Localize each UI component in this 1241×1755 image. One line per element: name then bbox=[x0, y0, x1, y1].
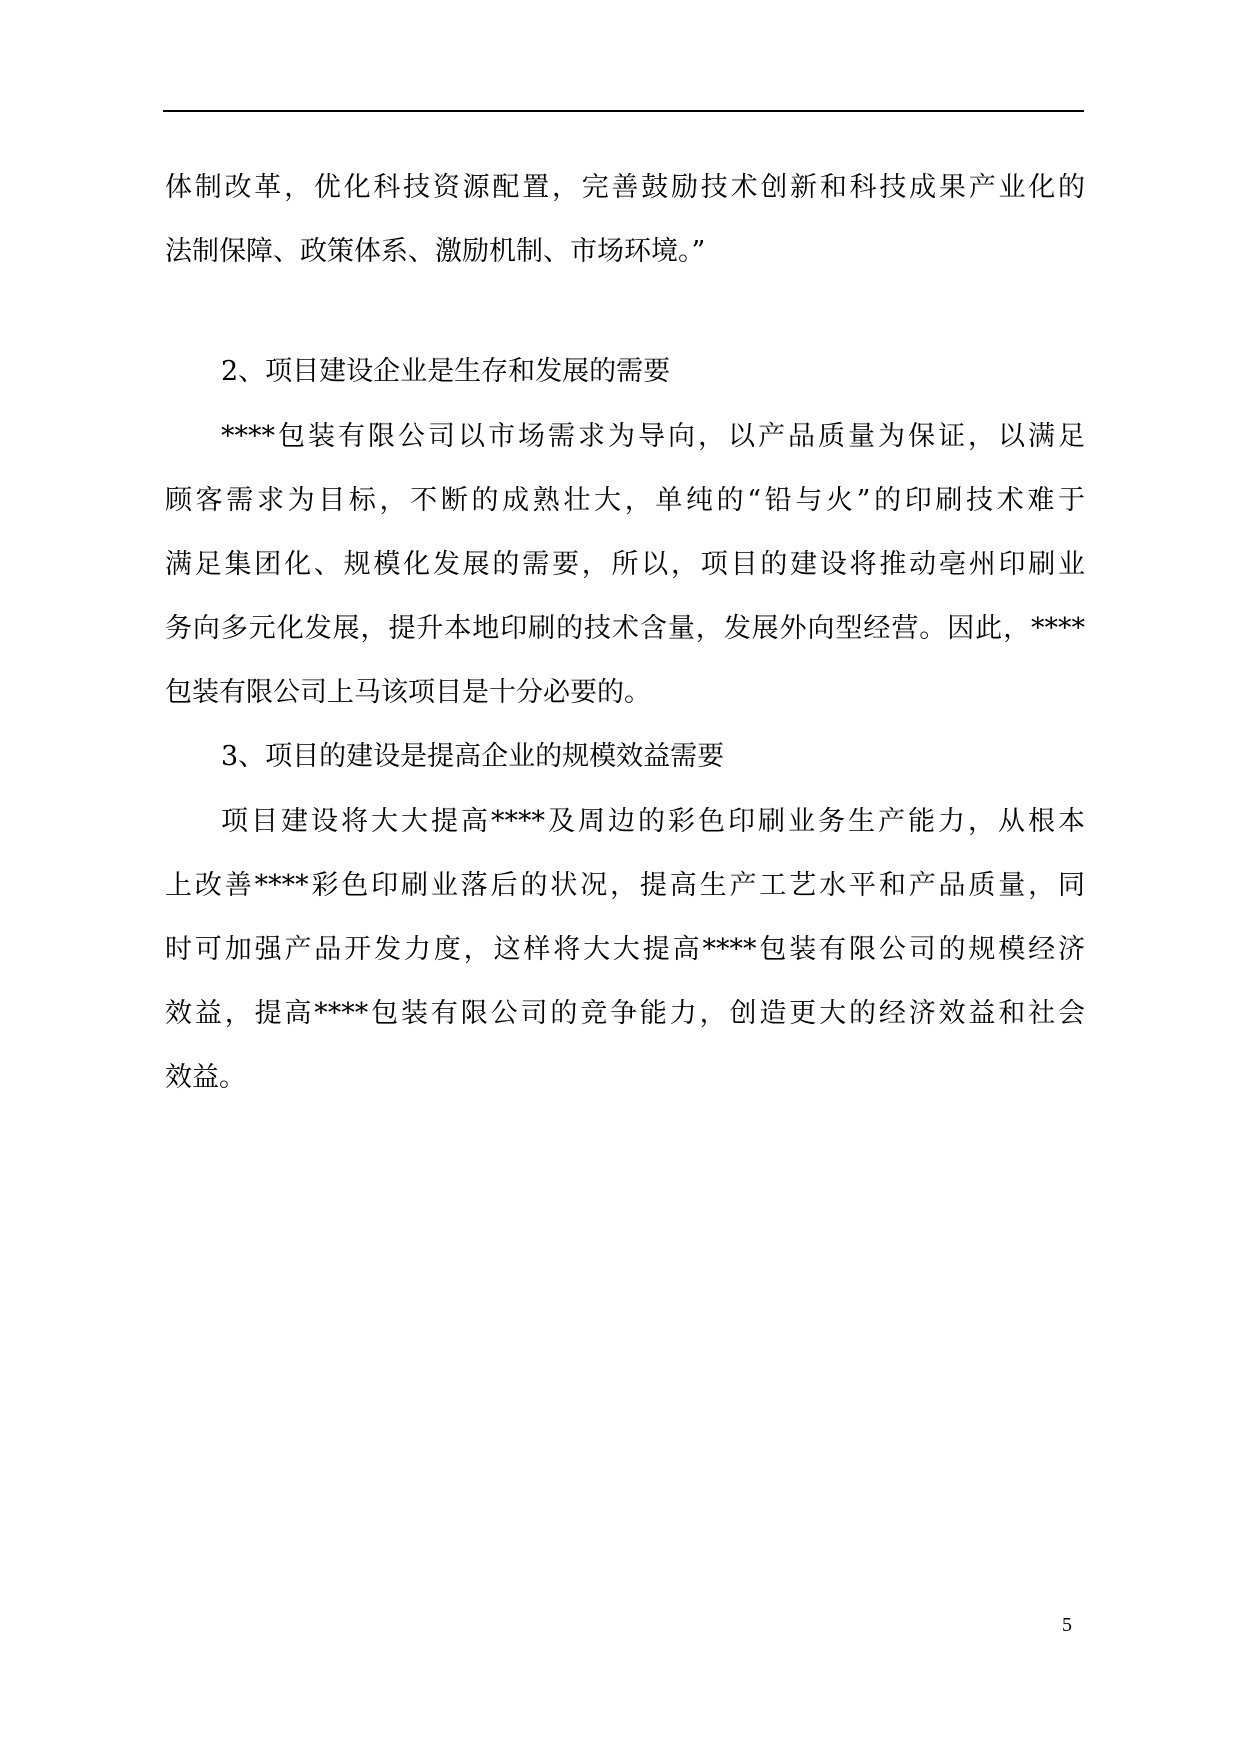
body-line: 效益。 bbox=[165, 1062, 246, 1093]
body-line: ****包装有限公司以市场需求为导向，以产品质量为保证，以满足 bbox=[221, 421, 1085, 452]
body-line: 项目建设将大大提高****及周边的彩色印刷业务生产能力，从根本 bbox=[221, 806, 1085, 837]
body-line: 满足集团化、规模化发展的需要，所以，项目的建设将推动亳州印刷业 bbox=[165, 549, 1085, 580]
section-heading-2 bbox=[165, 340, 1085, 404]
body-line: 上改善****彩色印刷业落后的状况，提高生产工艺水平和产品质量，同 bbox=[165, 870, 1085, 901]
body-line: 时可加强产品开发力度，这样将大大提高****包装有限公司的规模经济 bbox=[165, 934, 1085, 965]
body-line: 顾客需求为目标，不断的成熟壮大，单纯的“铅与火”的印刷技术难于 bbox=[165, 485, 1085, 516]
body-line: 包装有限公司上马该项目是十分必要的。 bbox=[165, 677, 651, 708]
body-paragraph-2 bbox=[165, 405, 1085, 725]
page-number: 5 bbox=[1062, 1614, 1072, 1636]
body-line: 务向多元化发展，提升本地印刷的技术含量，发展外向型经营。因此，**** bbox=[165, 613, 1085, 644]
section-heading: 2、项目建设企业是生存和发展的需要 bbox=[221, 356, 671, 387]
body-line: 体制改革，优化科技资源配置，完善鼓励技术创新和科技成果产业化的 bbox=[165, 172, 1085, 203]
body-line: 效益，提高****包装有限公司的竞争能力，创造更大的经济效益和社会 bbox=[165, 998, 1085, 1029]
body-paragraph-3 bbox=[165, 790, 1085, 1110]
section-heading: 3、项目的建设是提高企业的规模效益需要 bbox=[221, 741, 725, 772]
body-paragraph-1 bbox=[165, 156, 1085, 284]
section-heading-3 bbox=[165, 725, 1085, 789]
header-rule bbox=[163, 110, 1084, 112]
body-line: 法制保障、政策体系、激励机制、市场环境。” bbox=[165, 236, 706, 267]
